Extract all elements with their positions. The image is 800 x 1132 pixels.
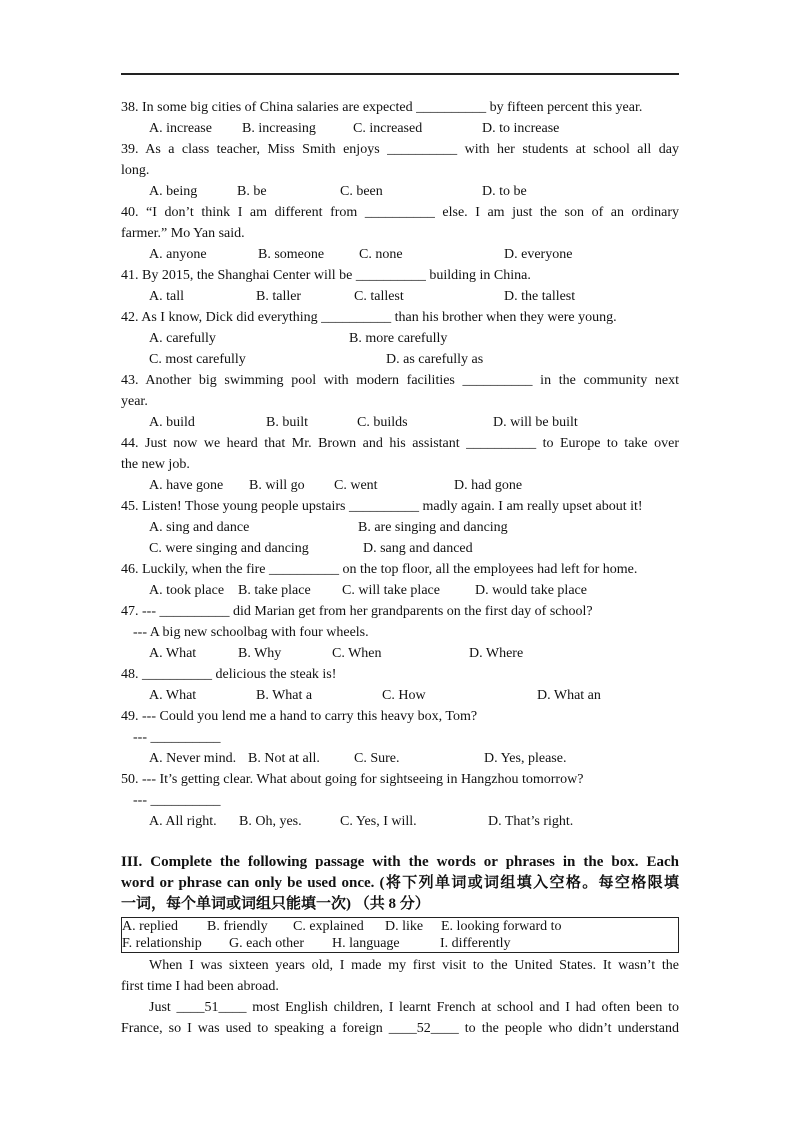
question: [121, 139, 679, 202]
answer-option: B. someone: [258, 247, 325, 262]
answer-option: A. took place: [149, 583, 225, 598]
passage-line: Just ____51____ most English children, I learnt French at school and I had often been to: [149, 1000, 679, 1015]
question: [121, 370, 679, 433]
question-stem: 41. By 2015, the Shanghai Center will be __________ building in China.: [121, 268, 531, 283]
question: [121, 433, 679, 496]
question-stem-continued: --- __________: [133, 730, 221, 745]
question-list: [121, 97, 679, 832]
word-box-row: [122, 935, 678, 952]
answer-option: C. Sure.: [354, 751, 400, 766]
option-row: [121, 181, 679, 202]
question-stem: 47. --- __________ did Marian get from her grandparents on the first day of school?: [121, 604, 593, 619]
question: [121, 706, 679, 769]
option-row: [121, 538, 679, 559]
question-stem: 50. --- It’s getting clear. What about going for sightseeing in Hangzhou tomorrow?: [121, 772, 584, 787]
answer-option: D. everyone: [504, 247, 573, 262]
answer-option: A. All right.: [149, 814, 217, 829]
answer-option: C. When: [332, 646, 382, 661]
option-row: [121, 244, 679, 265]
answer-option: D. the tallest: [504, 289, 576, 304]
word-choice: F. relationship: [122, 936, 202, 951]
answer-option: D. to be: [482, 184, 527, 199]
question-stem: 49. --- Could you lend me a hand to carry this heavy box, Tom?: [121, 709, 478, 724]
answer-option: D. That’s right.: [488, 814, 574, 829]
section-heading-line: III. Complete the following passage with the words or phrases in the box. Each: [121, 854, 679, 870]
option-row: [121, 811, 679, 832]
question-stem: 42. As I know, Dick did everything __________ than his brother when they were young.: [121, 310, 617, 325]
answer-option: A. anyone: [149, 247, 207, 262]
answer-option: C. How: [382, 688, 426, 703]
question: [121, 265, 679, 307]
question-stem-continued: year.: [121, 394, 148, 409]
question-stem: 39. As a class teacher, Miss Smith enjoys __________ with her students at school all day: [121, 142, 679, 157]
question-stem: 48. __________ delicious the steak is!: [121, 667, 337, 682]
answer-option: C. increased: [353, 121, 423, 136]
answer-option: D. as carefully as: [386, 352, 484, 367]
answer-option: A. tall: [149, 289, 184, 304]
question-stem: 40. “I don’t think I am different from __________ else. I am just the son of an ordinary: [121, 205, 679, 220]
option-row: [121, 412, 679, 433]
option-row: [121, 118, 679, 139]
answer-option: A. What: [149, 646, 197, 661]
answer-option: A. Never mind.: [149, 751, 237, 766]
question-stem-continued: long.: [121, 163, 150, 178]
option-row: [121, 286, 679, 307]
question: [121, 97, 679, 139]
answer-option: B. more carefully: [349, 331, 448, 346]
section-heading: [121, 852, 679, 915]
answer-option: C. builds: [357, 415, 408, 430]
option-row: [121, 643, 679, 664]
option-row: [121, 349, 679, 370]
answer-option: C. Yes, I will.: [340, 814, 417, 829]
header-rule: [121, 73, 679, 75]
question-stem: 45. Listen! Those young people upstairs __________ madly again. I am really upset about it!: [121, 499, 643, 514]
passage-line: first time I had been abroad.: [121, 979, 279, 994]
answer-option: B. built: [266, 415, 309, 430]
answer-option: A. carefully: [149, 331, 216, 346]
passage-line: When I was sixteen years old, I made my first visit to the United States. It wasn’t the: [149, 958, 679, 973]
question: [121, 559, 679, 601]
option-row: [121, 748, 679, 769]
answer-option: C. were singing and dancing: [149, 541, 309, 556]
option-row: [121, 475, 679, 496]
section-heading-line: 一词，每个单词或词组只能填一次) （共 8 分）: [121, 896, 430, 912]
answer-option: C. been: [340, 184, 383, 199]
answer-option: A. being: [149, 184, 198, 199]
answer-option: D. Yes, please.: [484, 751, 567, 766]
question-stem-continued: --- __________: [133, 793, 221, 808]
answer-option: B. will go: [249, 478, 305, 493]
answer-option: B. Not at all.: [248, 751, 320, 766]
word-choice: B. friendly: [207, 919, 268, 934]
answer-option: D. will be built: [493, 415, 578, 430]
word-choice: D. like: [385, 919, 424, 934]
answer-option: B. are singing and dancing: [358, 520, 508, 535]
answer-option: C. most carefully: [149, 352, 246, 367]
question: [121, 769, 679, 832]
answer-option: A. What: [149, 688, 197, 703]
word-choice: G. each other: [229, 936, 305, 951]
question-stem: 46. Luckily, when the fire __________ on the top floor, all the employees had left for home.: [121, 562, 638, 577]
question: [121, 202, 679, 265]
answer-option: A. sing and dance: [149, 520, 250, 535]
section-heading-line: word or phrase can only be used once. (将下列单词或词组填入空格。每空格限填: [121, 875, 679, 891]
answer-option: B. taller: [256, 289, 302, 304]
question: [121, 601, 679, 664]
option-row: [121, 685, 679, 706]
word-choice: H. language: [332, 936, 400, 951]
word-box: [121, 917, 679, 953]
question-stem: 38. In some big cities of China salaries are expected __________ by fifteen percent this year.: [121, 100, 643, 115]
answer-option: C. tallest: [354, 289, 404, 304]
passage: [121, 955, 679, 1039]
option-row: [121, 328, 679, 349]
answer-option: B. Why: [238, 646, 282, 661]
answer-option: D. would take place: [475, 583, 587, 598]
answer-option: D. to increase: [482, 121, 560, 136]
question-stem-continued: --- A big new schoolbag with four wheels.: [133, 625, 369, 640]
answer-option: A. increase: [149, 121, 212, 136]
question-stem-continued: the new job.: [121, 457, 190, 472]
answer-option: D. What an: [537, 688, 601, 703]
passage-line: France, so I was used to speaking a foreign ____52____ to the people who didn’t understand: [121, 1021, 679, 1036]
question: [121, 307, 679, 370]
answer-option: B. Oh, yes.: [239, 814, 302, 829]
answer-option: D. sang and danced: [363, 541, 473, 556]
answer-option: B. be: [237, 184, 267, 199]
exam-content: [121, 97, 679, 1039]
word-box-row: [122, 918, 678, 935]
word-choice: E. looking forward to: [441, 919, 562, 934]
word-choice: A. replied: [122, 919, 178, 934]
answer-option: C. none: [359, 247, 403, 262]
answer-option: A. have gone: [149, 478, 224, 493]
answer-option: B. take place: [238, 583, 311, 598]
question: [121, 496, 679, 559]
word-choice: I. differently: [440, 936, 511, 951]
option-row: [121, 580, 679, 601]
answer-option: A. build: [149, 415, 195, 430]
word-choice: C. explained: [293, 919, 364, 934]
answer-option: C. will take place: [342, 583, 440, 598]
question: [121, 664, 679, 706]
question-stem: 43. Another big swimming pool with modern facilities __________ in the community next: [121, 373, 679, 388]
answer-option: B. What a: [256, 688, 313, 703]
question-stem-continued: farmer.” Mo Yan said.: [121, 226, 245, 241]
answer-option: D. had gone: [454, 478, 523, 493]
answer-option: C. went: [334, 478, 378, 493]
question-stem: 44. Just now we heard that Mr. Brown and his assistant __________ to Europe to take over: [121, 436, 679, 451]
answer-option: B. increasing: [242, 121, 316, 136]
answer-option: D. Where: [469, 646, 524, 661]
option-row: [121, 517, 679, 538]
